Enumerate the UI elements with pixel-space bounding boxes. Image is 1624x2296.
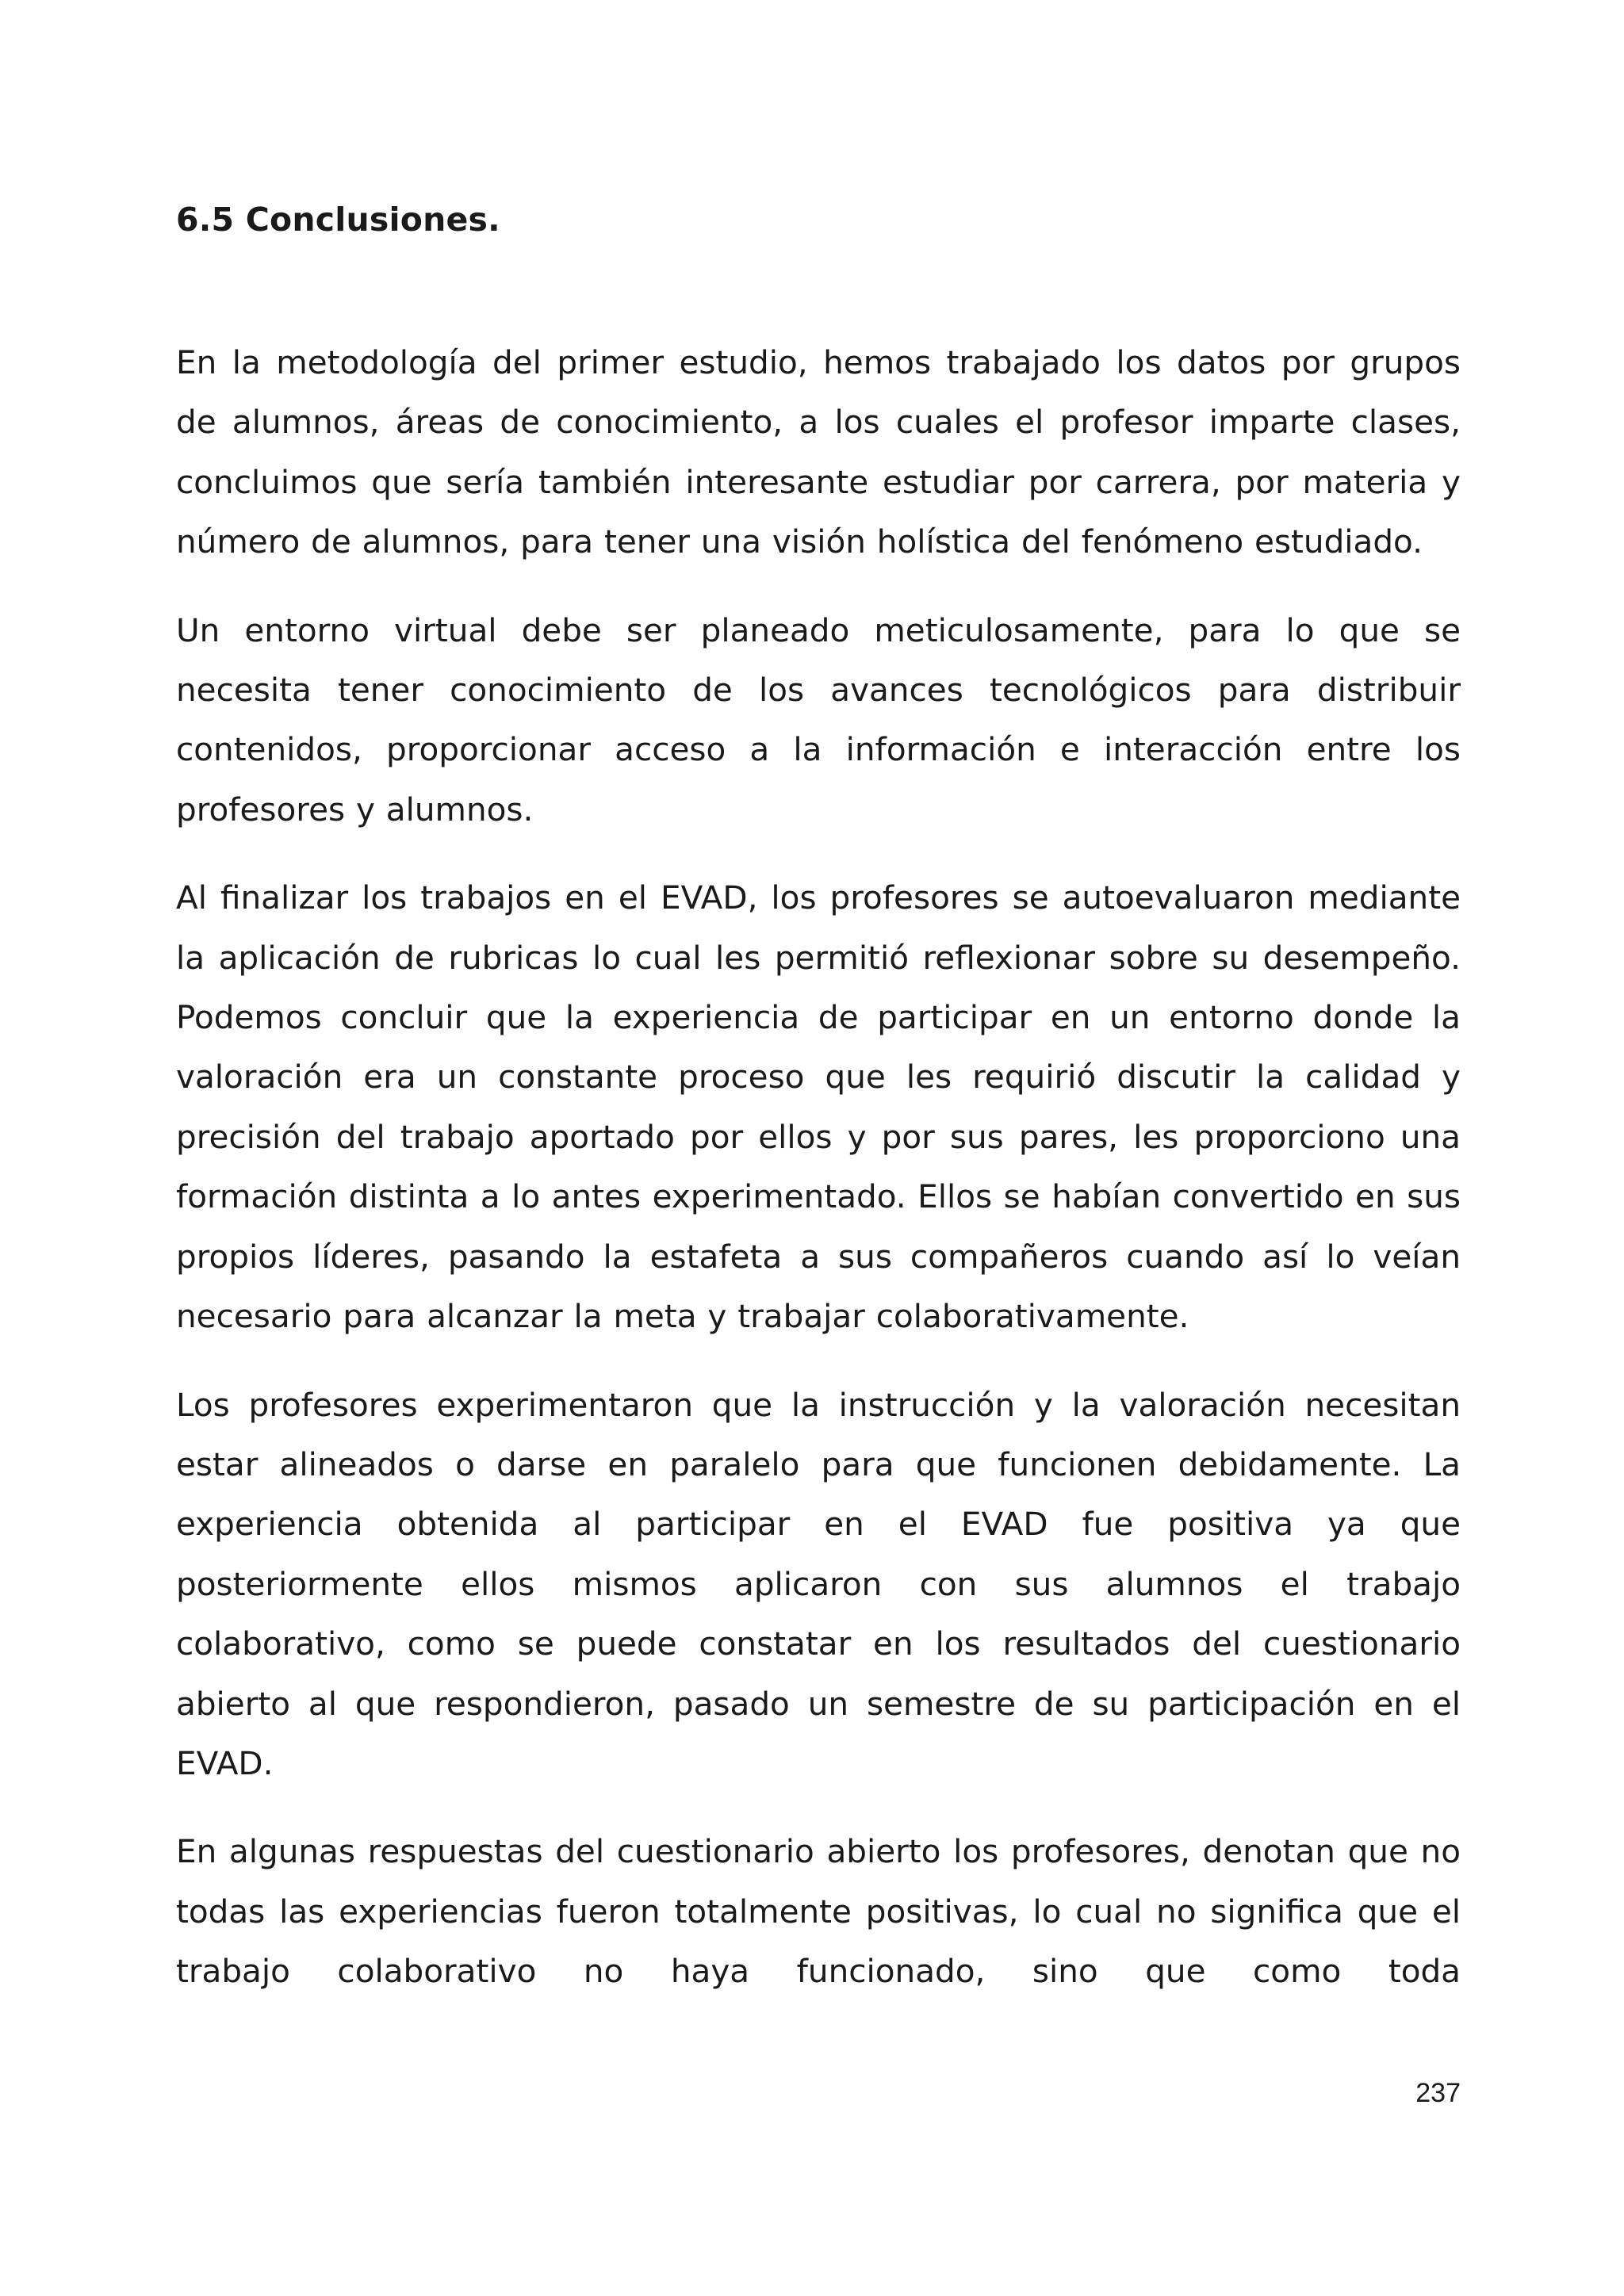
paragraph-virtual-environment: Un entorno virtual debe ser planeado meticulosamente, para lo que se necesita tener conocimiento de los avances tecnológicos para distribuir contenidos, proporcionar acceso a la información e interacción entre los profesores y alumnos. — [176, 610, 1461, 828]
paragraph-evad-results: Al finalizar los trabajos en el EVAD, los profesores se autoevaluaron mediante la aplicación de rubricas lo cual les permitió reflexionar sobre su desempeño. Podemos concluir que la experiencia de participar en un entorno donde la valoración era un constante proceso que les requirió discutir la calidad y precisión del trabajo aportado por ellos y por sus pares, les proporciono una formación distinta a lo antes experimentado. Ellos se habían convertido en sus propios líderes, pasando la estafeta a sus compañeros cuando así lo veían necesario para alcanzar la meta y trabajar colaborativamente. — [176, 878, 1461, 1336]
section-heading: 6.5 Conclusiones. — [176, 201, 500, 239]
paragraph-instruction-assessment: Los profesores experimentaron que la instrucción y la valoración necesitan estar alineados o darse en paralelo para que funcionen debidamente. La experiencia obtenida al participar en el EVAD fue positiva ya que posteriormente ellos mismos aplicaron con sus alumnos el trabajo colaborativo, como se puede constatar en los resultados del cuestionario abierto al que respondieron, pasado un semestre de su participación en el EVAD. — [176, 1385, 1461, 1782]
paragraph-open-questionnaire: En algunas respuestas del cuestionario abierto los profesores, denotan que no todas las experiencias fueron totalmente positivas, lo cual no significa que el trabajo colaborativo no haya funcionado, sino que como toda — [176, 1832, 1461, 1991]
page-number: 237 — [1415, 2078, 1461, 2108]
paragraph-methodology: En la metodología del primer estudio, hemos trabajado los datos por grupos de alumnos, áreas de conocimiento, a los cuales el profesor imparte clases, concluimos que sería también interesante estudiar por carrera, por materia y número de alumnos, para tener una visión holística del fenómeno estudiado. — [176, 343, 1461, 561]
document-body — [176, 192, 1461, 2002]
